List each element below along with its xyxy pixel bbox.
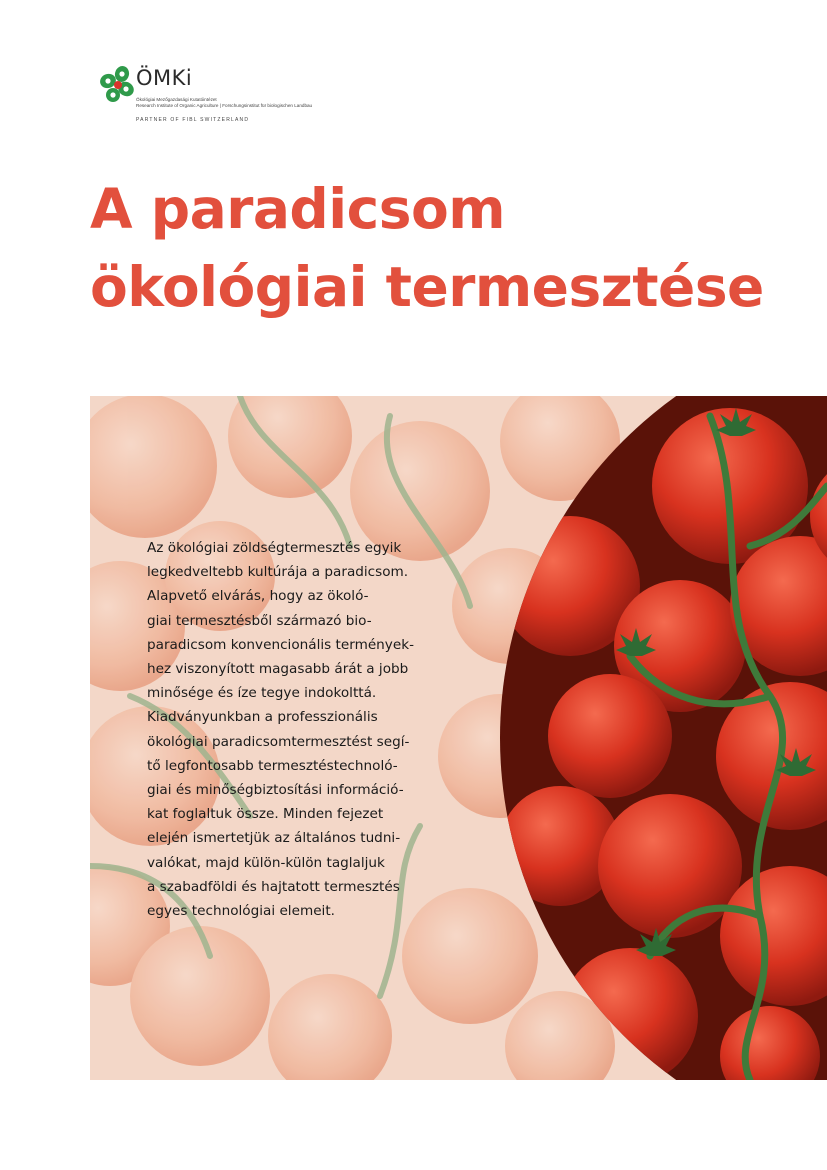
intro-line: giai termesztésből származó bio- [147,612,372,629]
title-line-1: A paradicsom [90,177,506,241]
intro-paragraph [147,536,447,923]
intro-line: Kiadványunkban a professzionális [147,709,378,726]
intro-line: valókat, majd külön-külön taglaljuk [147,854,385,871]
logo-partner-line: PARTNER OF FIBL SWITZERLAND [136,117,250,123]
intro-line: minősége és íze tegye indokolttá. [147,685,377,702]
page-title [90,170,764,326]
logo-subtitle-hu: Ökológiai Mezőgazdasági Kutatóintézet [136,97,217,102]
clover-leaf-logo-icon [92,62,138,108]
intro-line: paradicsom konvencionális termények- [147,636,414,653]
intro-line: ökológiai paradicsomtermesztést segí- [147,733,410,750]
intro-line: kat foglaltuk össze. Minden fejezet [147,806,384,823]
intro-line: legkedveltebb kultúrája a paradicsom. [147,564,409,581]
intro-line: Az ökológiai zöldségtermesztés egyik [147,540,402,556]
intro-line: tő legfontosabb termesztéstechnoló- [147,757,398,774]
intro-line: egyes technológiai elemeit. [147,903,335,920]
intro-line: giai és minőségbiztosítási információ- [147,782,404,799]
intro-line: Alapvető elvárás, hogy az ökoló- [147,588,369,605]
intro-line: elején ismertetjük az általános tudni- [147,830,401,847]
title-line-2: ökológiai termesztése [90,255,764,319]
logo-name: ÖMKi [136,66,193,90]
omki-logo [92,62,352,132]
intro-line: a szabadföldi és hajtatott termesztés [147,878,400,895]
logo-subtitle-en-de: Research Institute of Organic Agriculture | Forschungsinstitut für biologischen Landbau [136,103,313,108]
intro-line: hez viszonyított magasabb árát a jobb [147,661,409,678]
